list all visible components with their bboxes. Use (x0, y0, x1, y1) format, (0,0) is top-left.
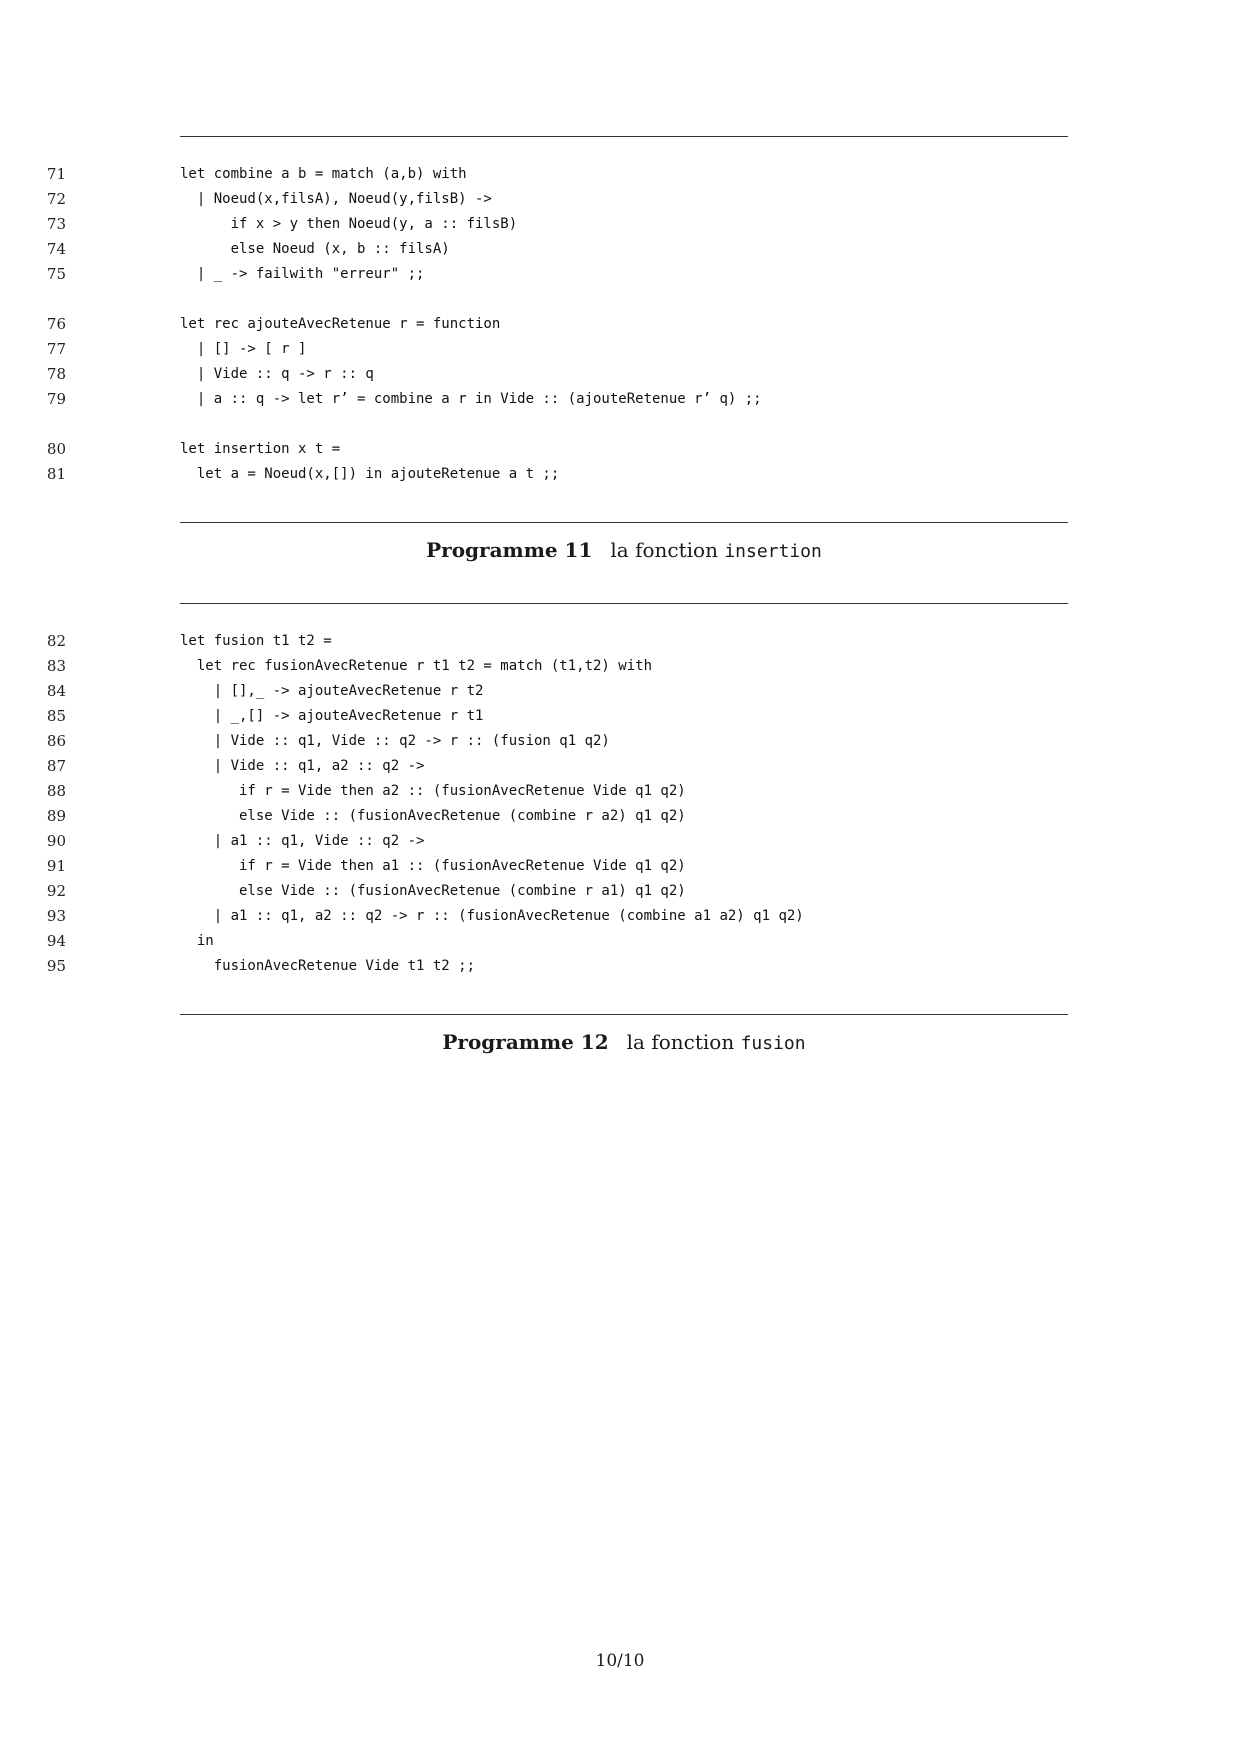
code-listing-program-12 (0, 629, 1240, 979)
code-line (0, 312, 1240, 337)
line-number: 87 (46, 757, 66, 775)
line-number: 73 (46, 215, 66, 233)
code-line (0, 829, 1240, 854)
line-number: 89 (46, 807, 66, 825)
code-line (0, 262, 1240, 287)
line-number: 93 (46, 907, 66, 925)
line-number: 83 (46, 657, 66, 675)
line-number: 80 (46, 440, 66, 458)
code-text: let rec fusionAvecRetenue r t1 t2 = match (t1,t2) with (180, 658, 653, 674)
code-line (0, 679, 1240, 704)
code-text: | a1 :: q1, a2 :: q2 -> r :: (fusionAvecRetenue (combine a1 a2) q1 q2) (180, 908, 804, 924)
line-number: 76 (46, 315, 66, 333)
code-line (0, 879, 1240, 904)
line-number: 81 (46, 465, 66, 483)
line-number: 88 (46, 782, 66, 800)
caption-code: fusion (740, 1033, 806, 1054)
caption-text: la fonction (610, 538, 725, 562)
top-rule-program-12 (180, 603, 1068, 604)
line-number: 78 (46, 365, 66, 383)
code-line (0, 462, 1240, 487)
code-text: else Vide :: (fusionAvecRetenue (combine r a1) q1 q2) (180, 883, 686, 899)
caption-program-12 (180, 1030, 1068, 1054)
line-number: 85 (46, 707, 66, 725)
line-number: 84 (46, 682, 66, 700)
code-listing-program-11 (0, 162, 1240, 487)
code-text: in (180, 933, 214, 949)
code-text: let a = Noeud(x,[]) in ajouteRetenue a t ;; (180, 466, 560, 482)
line-number: 86 (46, 732, 66, 750)
code-text: let fusion t1 t2 = (180, 633, 332, 649)
code-text: else Noeud (x, b :: filsA) (180, 241, 450, 257)
code-text: | _ -> failwith "erreur" ;; (180, 266, 425, 282)
code-text: | [] -> [ r ] (180, 341, 307, 357)
code-line (0, 704, 1240, 729)
code-text: | _,[] -> ajouteAvecRetenue r t1 (180, 708, 484, 724)
caption-program-11 (180, 538, 1068, 562)
line-number: 90 (46, 832, 66, 850)
code-text: | [],_ -> ajouteAvecRetenue r t2 (180, 683, 484, 699)
page-number: 10/10 (595, 1651, 645, 1671)
code-line (0, 287, 1240, 312)
code-line (0, 954, 1240, 979)
code-text: | a :: q -> let r’ = combine a r in Vide :: (ajouteRetenue r’ q) ;; (180, 391, 762, 407)
caption-code: insertion (724, 541, 822, 562)
code-line (0, 629, 1240, 654)
line-number: 79 (46, 390, 66, 408)
code-text: let insertion x t = (180, 441, 341, 457)
line-number: 71 (46, 165, 66, 183)
bottom-rule-program-11 (180, 522, 1068, 523)
code-text: if r = Vide then a1 :: (fusionAvecRetenue Vide q1 q2) (180, 858, 686, 874)
code-line (0, 929, 1240, 954)
code-text: | Vide :: q1, a2 :: q2 -> (180, 758, 425, 774)
code-line (0, 854, 1240, 879)
code-line (0, 654, 1240, 679)
code-line (0, 779, 1240, 804)
code-line (0, 212, 1240, 237)
code-text: | Vide :: q1, Vide :: q2 -> r :: (fusion q1 q2) (180, 733, 610, 749)
code-text: if r = Vide then a2 :: (fusionAvecRetenue Vide q1 q2) (180, 783, 686, 799)
code-text: | a1 :: q1, Vide :: q2 -> (180, 833, 425, 849)
code-line (0, 162, 1240, 187)
code-text: if x > y then Noeud(y, a :: filsB) (180, 216, 518, 232)
code-line (0, 754, 1240, 779)
code-line (0, 387, 1240, 412)
line-number: 72 (46, 190, 66, 208)
caption-label: Programme 12 (442, 1030, 609, 1054)
code-line (0, 337, 1240, 362)
code-line (0, 237, 1240, 262)
code-text: | Vide :: q -> r :: q (180, 366, 374, 382)
code-text: let combine a b = match (a,b) with (180, 166, 467, 182)
line-number: 91 (46, 857, 66, 875)
code-line (0, 362, 1240, 387)
line-number: 82 (46, 632, 66, 650)
caption-label: Programme 11 (426, 538, 593, 562)
line-number: 92 (46, 882, 66, 900)
line-number: 74 (46, 240, 66, 258)
code-text: fusionAvecRetenue Vide t1 t2 ;; (180, 958, 476, 974)
code-line (0, 904, 1240, 929)
code-line (0, 729, 1240, 754)
line-number: 75 (46, 265, 66, 283)
code-line (0, 804, 1240, 829)
code-text: else Vide :: (fusionAvecRetenue (combine r a2) q1 q2) (180, 808, 686, 824)
line-number: 77 (46, 340, 66, 358)
line-number: 95 (46, 957, 66, 975)
code-text: let rec ajouteAvecRetenue r = function (180, 316, 501, 332)
caption-text: la fonction (626, 1030, 741, 1054)
bottom-rule-program-12 (180, 1014, 1068, 1015)
code-line (0, 187, 1240, 212)
code-line (0, 437, 1240, 462)
top-rule-program-11 (180, 136, 1068, 137)
code-text: | Noeud(x,filsA), Noeud(y,filsB) -> (180, 191, 492, 207)
line-number: 94 (46, 932, 66, 950)
code-line (0, 412, 1240, 437)
